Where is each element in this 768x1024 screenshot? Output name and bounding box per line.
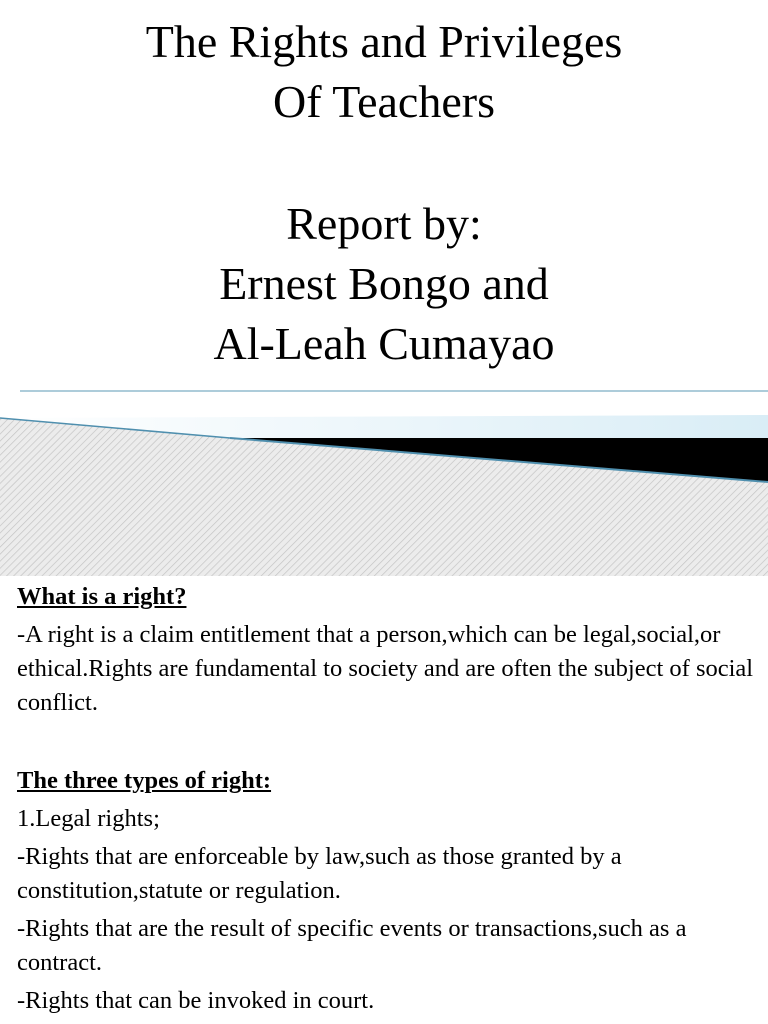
definition-paragraph: -A right is a claim entitlement that a person,which can be legal,social,or ethical.Rights are fundamental to society and are often the subject of social conflict. (17, 621, 754, 716)
author-line-2: Al-Leah Cumayao (213, 318, 555, 369)
bullet-point-1: -Rights that are enforceable by law,such as those granted by a constitution,statute or regulation. (17, 843, 622, 904)
document-title-line-2: Of Teachers (273, 76, 495, 127)
list-item-legal-rights: 1.Legal rights; (17, 805, 160, 832)
bullet-point-2: -Rights that are the result of specific events or transactions,such as a contract. (17, 915, 687, 976)
section-spacer (17, 724, 762, 764)
content-slide (17, 580, 762, 1022)
title-block (0, 12, 768, 374)
heading-three-types: The three types of right: (17, 767, 272, 794)
bullet-point-3: -Rights that can be invoked in court. (17, 987, 375, 1014)
author-line-1: Ernest Bongo and (219, 258, 549, 309)
title-gap (0, 132, 768, 194)
report-by-label: Report by: (286, 198, 482, 249)
slide-decoration (0, 384, 768, 576)
heading-what-is-a-right: What is a right? (17, 583, 187, 610)
document-title-line-1: The Rights and Privileges (145, 16, 623, 67)
